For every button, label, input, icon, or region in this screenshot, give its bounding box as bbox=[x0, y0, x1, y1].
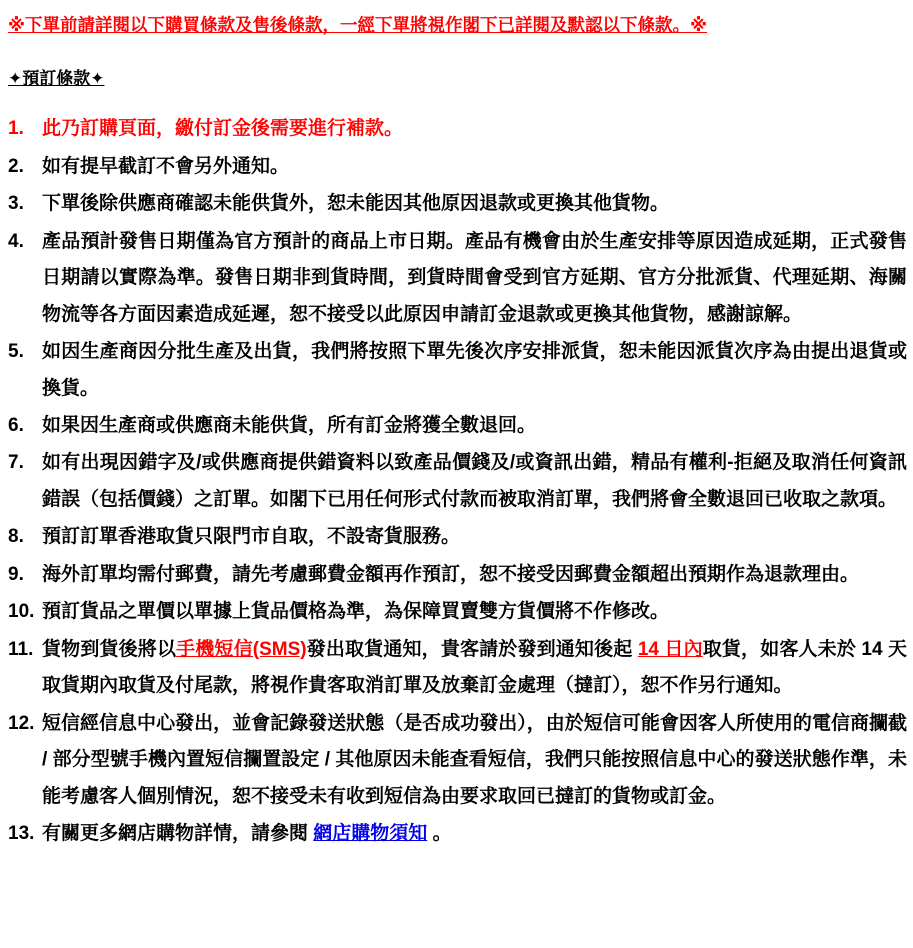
term-text-segment: 短信經信息中心發出，並會記錄發送狀態（是否成功發出），由於短信可能會因客人所使用的電信商攔截 / 部分型號手機內置短信攔置設定 / 其他原因未能查看短信，我們只能按照信息中心的發送狀態作準，未能考慮客人個別情況，恕不接受未有收到短信為由要求取回已撻訂的貨物或訂金。 bbox=[42, 712, 907, 807]
section-heading: ✦預訂條款✦ bbox=[8, 69, 105, 89]
shop-guide-link[interactable]: 網店購物須知 bbox=[313, 823, 428, 845]
term-item bbox=[6, 408, 907, 444]
term-text bbox=[42, 111, 907, 147]
term-item bbox=[6, 594, 907, 630]
term-text-segment: 有關更多網店購物詳情，請參閱 bbox=[42, 823, 314, 845]
term-text bbox=[42, 706, 907, 815]
term-number: 8. bbox=[8, 526, 24, 548]
term-text-segment: 。 bbox=[427, 823, 452, 845]
term-item bbox=[6, 557, 907, 593]
term-text-segment: 預訂訂單香港取貨只限門市自取，不設寄貨服務。 bbox=[42, 526, 461, 548]
term-item bbox=[6, 111, 907, 147]
term-text-segment: 發出取貨通知，貴客請於發到通知後起 bbox=[306, 638, 638, 660]
term-item bbox=[6, 186, 907, 222]
term-number: 7. bbox=[8, 452, 24, 474]
term-text bbox=[42, 816, 907, 852]
term-text-segment: 下單後除供應商確認未能供貨外，恕未能因其他原因退款或更換其他貨物。 bbox=[42, 193, 670, 215]
term-text bbox=[42, 186, 907, 222]
term-text bbox=[42, 632, 907, 705]
term-number: 13. bbox=[8, 823, 35, 845]
term-item bbox=[6, 632, 907, 705]
term-text-segment: 產品預計發售日期僅為官方預計的商品上市日期。產品有機會由於生產安排等原因造成延期，正式發售日期請以實際為準。發售日期非到貨時間，到貨時間會受到官方延期、官方分批派貨、代理延期、海關物流等各方面因素造成延遲，恕不接受以此原因申請訂金退款或更換其他貨物，感謝諒解。 bbox=[42, 230, 907, 325]
term-number: 6. bbox=[8, 415, 24, 436]
term-number: 3. bbox=[8, 193, 24, 215]
term-text bbox=[42, 408, 907, 444]
term-item bbox=[6, 224, 907, 333]
term-number: 5. bbox=[8, 341, 24, 363]
term-text bbox=[42, 519, 907, 555]
terms-list bbox=[6, 111, 907, 852]
page-title: ※下單前請詳閱以下購買條款及售後條款，一經下單將視作閣下已詳閱及默認以下條款。※ bbox=[8, 15, 708, 35]
term-item bbox=[6, 445, 907, 518]
term-1-emphasis: 此乃訂購頁面，繳付訂金後需要進行補款。 bbox=[42, 118, 404, 140]
term-text-segment: 如果因生產商或供應商未能供貨，所有訂金將獲全數退回。 bbox=[42, 415, 537, 436]
sms-highlight: 手機短信(SMS) bbox=[176, 638, 307, 660]
term-item bbox=[6, 816, 907, 852]
term-text bbox=[42, 149, 907, 185]
terms-document bbox=[6, 12, 907, 853]
term-number: 11. bbox=[8, 638, 34, 660]
term-text bbox=[42, 557, 907, 593]
term-text bbox=[42, 445, 907, 518]
term-item bbox=[6, 334, 907, 407]
term-text-segment: 如因生產商因分批生產及出貨，我們將按照下單先後次序安排派貨，恕未能因派貨次序為由提出退貨或換貨。 bbox=[42, 341, 907, 399]
term-item bbox=[6, 149, 907, 185]
term-number: 2. bbox=[8, 155, 24, 177]
term-text bbox=[42, 334, 907, 407]
term-number: 4. bbox=[8, 230, 24, 252]
term-number: 9. bbox=[8, 563, 24, 585]
term-text-segment: 如有提早截訂不會另外通知。 bbox=[42, 155, 290, 177]
term-text-segment: 如有出現因錯字及/或供應商提供錯資料以致產品價錢及/或資訊出錯，精品有權利-拒絕及取消任何資訊錯誤（包括價錢）之訂單。如閣下已用任何形式付款而被取消訂單，我們將會全數退回已收取之款項。 bbox=[42, 452, 907, 510]
term-text-segment: 海外訂單均需付郵費，請先考慮郵費金額再作預訂，恕不接受因郵費金額超出預期作為退款理由。 bbox=[42, 563, 860, 585]
pickup-deadline-highlight: 14 日內 bbox=[637, 638, 703, 660]
term-text-segment: 預訂貨品之單價以單據上貨品價格為準，為保障買賣雙方貨價將不作修改。 bbox=[42, 601, 670, 623]
term-text-segment: 貨物到貨後將以 bbox=[42, 638, 177, 660]
term-item bbox=[6, 519, 907, 555]
term-number: 1. bbox=[8, 118, 24, 140]
term-number: 12. bbox=[8, 712, 35, 734]
term-number: 10. bbox=[8, 601, 35, 623]
term-text-segment: 取貨，如客人未於 14 天取貨期內取貨及付尾款，將視作貴客取消訂單及放棄訂金處理（撻訂），恕不作另行通知。 bbox=[42, 638, 907, 697]
term-text bbox=[42, 594, 907, 630]
term-item bbox=[6, 706, 907, 815]
term-text bbox=[42, 224, 907, 333]
